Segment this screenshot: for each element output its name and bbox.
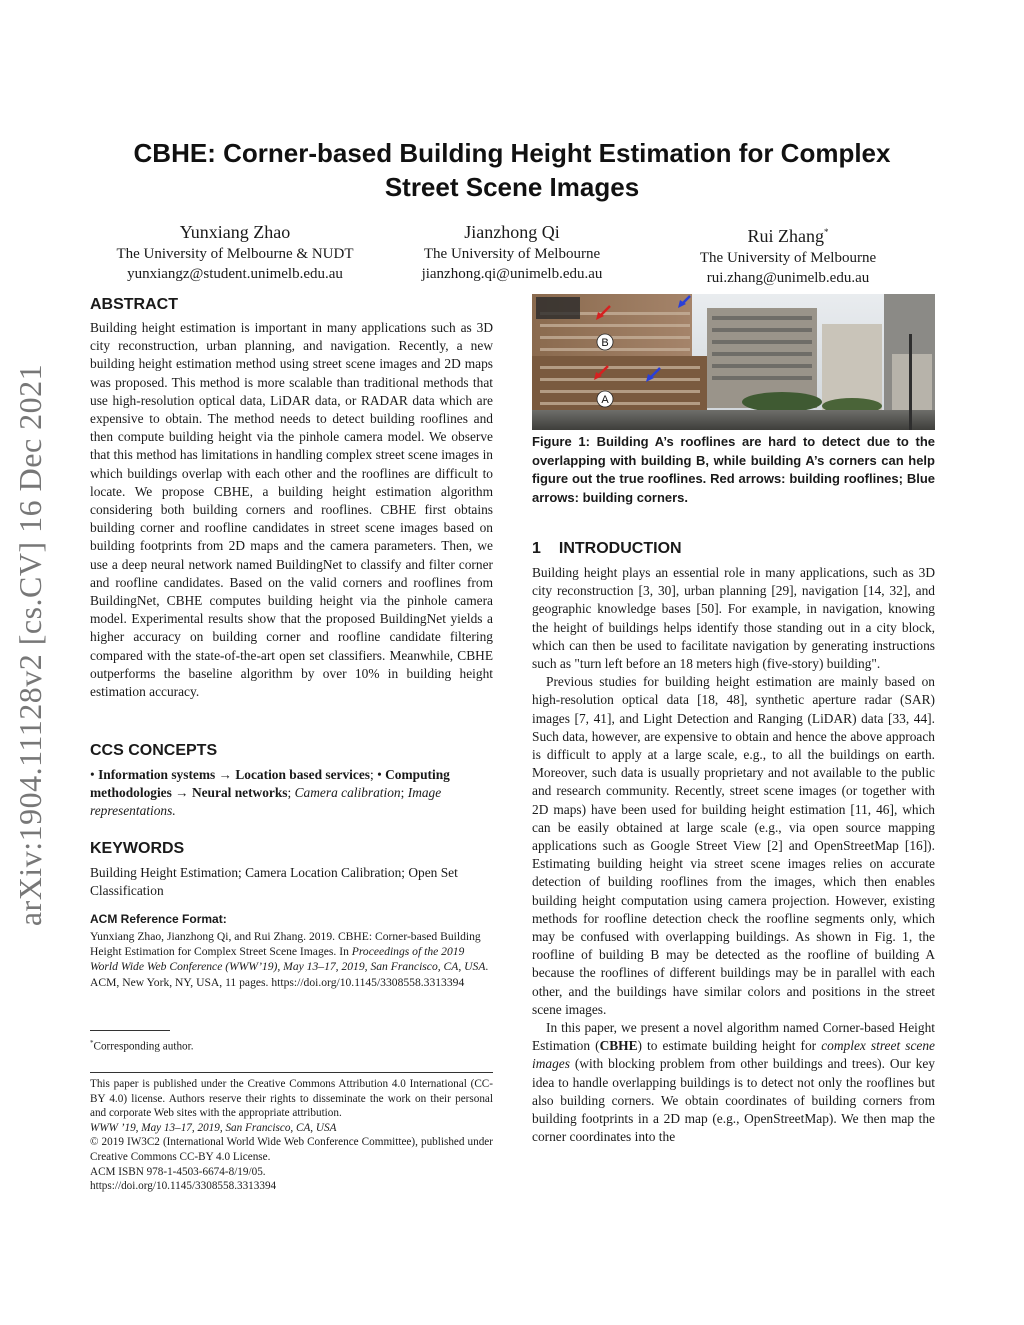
introduction-section — [532, 540, 935, 1147]
author-affiliation: The University of Melbourne — [699, 250, 877, 266]
intro-paragraph-2: Previous studies for building height estimation are mainly based on high-resolution optical data [18, 48], synthetic aperture radar (SAR) images [7, 41], and Light Detection and Ranging (LiDAR) data [33, 44]. Such data, however, are expensive to obtain and hence the above approach is difficult to apply at a large scale, e.g., to all the buildings on earth. Moreover, such data is usually proprietary and not available to the public and research community. Recently, street scene images (or together with 2D maps) have been used for building height estimation [11, 46], which can be easily obtained at large scale (e.g., via open source mapping applications such as Google Street View [2] and OpenStreetMap [16]). Estimating building height via street scene images relies on accurate detection of building rooflines from the images, which then enables building height computation using camera projection. However, existing methods for roofline detection check the roofline segments only, which may be confused with overlapping buildings. As shown in Fig. 1, the roofline of building B may be detected as the roofline of building A because the rooflines of different buildings may be in parallel with each other, and the buildings have similar colors and positions in the street scene images. — [532, 674, 935, 1017]
author-footnote-mark: * — [824, 227, 829, 237]
title-line-2: Street Scene Images — [384, 172, 640, 202]
keywords-heading: KEYWORDS — [90, 840, 185, 857]
author-block-3 — [668, 220, 908, 288]
building-right — [822, 324, 882, 410]
license-block — [90, 1077, 493, 1194]
author-name: Yunxiang Zhao — [179, 222, 291, 242]
keywords-section — [90, 840, 493, 900]
acm-ref-heading: ACM Reference Format: — [90, 912, 227, 926]
license-conference: WWW ’19, May 13–17, 2019, San Francisco, CA, USA — [90, 1121, 337, 1134]
label-a: A — [601, 394, 609, 406]
author-affiliation: The University of Melbourne — [423, 246, 601, 262]
title-line-1: CBHE: Corner-based Building Height Estimation for Complex — [133, 138, 891, 168]
author-block-2 — [392, 220, 632, 284]
author-email: rui.zhang@unimelb.edu.au — [706, 270, 870, 286]
intro-paragraph-1: Building height plays an essential role in many applications, such as 3D city reconstruction [3, 30], urban planning [29], navigation [14, 32], and geographic knowledge bases [50]. For example, in navigation, knowing the height of buildings helps identify those standing out in a city block, which can then be used to facilitate navigation by generating instructions such as "turn left before an 18 meters high (five-story) building". — [532, 565, 935, 672]
road — [532, 410, 935, 430]
building-center — [707, 308, 817, 408]
building-a — [532, 356, 707, 418]
footnote-rule — [90, 1030, 170, 1031]
license-rule — [90, 1072, 493, 1073]
intro-paragraph-3: In this paper, we present a novel algorithm named Corner-based Height Estimation (CBHE) to estimate building height for complex street scene images (with blocking problem from other buildings and trees). Our key idea to handle overlapping buildings is to detect not only the rooflines but also building corners. We obtain coordinates of building corners from building footprints in a 2D map (e.g., OpenStreetMap). We then map the corner coordinates into the — [532, 1020, 935, 1145]
abstract-text: Building height estimation is important in many applications such as 3D city reconstruction, urban planning, and navigation. Recently, a new building height estimation method using street scene images and 2D maps was proposed. This method is more scalable than traditional methods that use high-resolution optical data, LiDAR data, or RADAR data which are expensive to obtain. The method needs to detect building rooflines and then compute building height via the pinhole camera model. We observe that this method has limitations in handling complex street scene images in which buildings overlap with each other and the rooflines are difficult to locate. We propose CBHE, a building height estimation algorithm considering both building corners and rooflines. CBHE first obtains building corner and roofline candidates in street scene images based on building footprints from 2D maps and the camera parameters. Then, we use a deep neural network named BuildingNet to classify and filter corner and roofline candidates. Based on the valid corners and rooflines from BuildingNet, CBHE computes building height via the pinhole camera model. Experimental results show that the proposed BuildingNet yields a higher accuracy on building corner and roofline candidate filtering compared with the state-of-the-art open set classifiers. Meanwhile, CBHE outperforms the baseline algorithm by over 10% in building height estimation accuracy. — [90, 320, 493, 700]
paper-title — [60, 136, 964, 204]
trees — [742, 392, 822, 412]
author-email: yunxiangz@student.unimelb.edu.au — [127, 266, 343, 282]
abstract-heading: ABSTRACT — [90, 296, 178, 313]
acm-reference — [90, 912, 493, 990]
author-email: jianzhong.qi@unimelb.edu.au — [421, 266, 603, 282]
license-isbn: ACM ISBN 978-1-4503-6674-8/19/05. — [90, 1165, 266, 1178]
license-copyright: © 2019 IW3C2 (International World Wide Web Conference Committee), published under Creative Commons CC-BY 4.0 License. — [90, 1136, 493, 1163]
figure-1-caption: Figure 1: Building A’s rooflines are hard to detect due to the overlapping with building B, while building A’s corners can help figure out the true rooflines. Red arrows: building rooflines; Blue arrows: building corners. — [532, 434, 935, 505]
keywords-text: Building Height Estimation; Camera Location Calibration; Open Set Classification — [90, 865, 458, 899]
acm-ref-text: Yunxiang Zhao, Jianzhong Qi, and Rui Zhang. 2019. CBHE: Corner-based Building Height Estimation for Complex Street Scene Images. In Proceedings of the 2019 World Wide Web Conference (WWW’19), May 13–17, 2019, San Francisco, CA, USA. ACM, New York, NY, USA, 11 pages. https://doi.org/10.1145/3308558.3313394 — [90, 930, 489, 989]
pole — [909, 334, 912, 430]
street-scene — [532, 294, 935, 430]
author-affiliation: The University of Melbourne & NUDT — [116, 246, 354, 262]
author-name: Jianzhong Qi — [464, 222, 560, 242]
ccs-text: • Information systems → Location based services; • Computing methodologies → Neural networks; Camera calibration; Image representations. — [90, 767, 450, 819]
license-text: This paper is published under the Creative Commons Attribution 4.0 International (CC-BY 4.0) license. Authors reserve their rights to disseminate the work on their personal and corporate Web sites with the appropriate attribution. — [90, 1078, 493, 1120]
label-b: B — [601, 337, 609, 349]
arxiv-stamp: arXiv:1904.11128v2 [cs.CV] 16 Dec 2021 — [12, 363, 48, 927]
figure-1-image — [532, 294, 935, 430]
streetview-panel — [536, 297, 580, 319]
intro-heading: 1 INTRODUCTION — [532, 540, 682, 557]
ccs-heading: CCS CONCEPTS — [90, 742, 218, 759]
abstract-section — [90, 296, 493, 701]
footnote: *Corresponding author. — [90, 1039, 194, 1053]
author-name: Rui Zhang* — [747, 226, 829, 246]
ccs-section — [90, 742, 493, 821]
license-doi: https://doi.org/10.1145/3308558.3313394 — [90, 1180, 277, 1193]
author-block-1 — [98, 220, 372, 284]
